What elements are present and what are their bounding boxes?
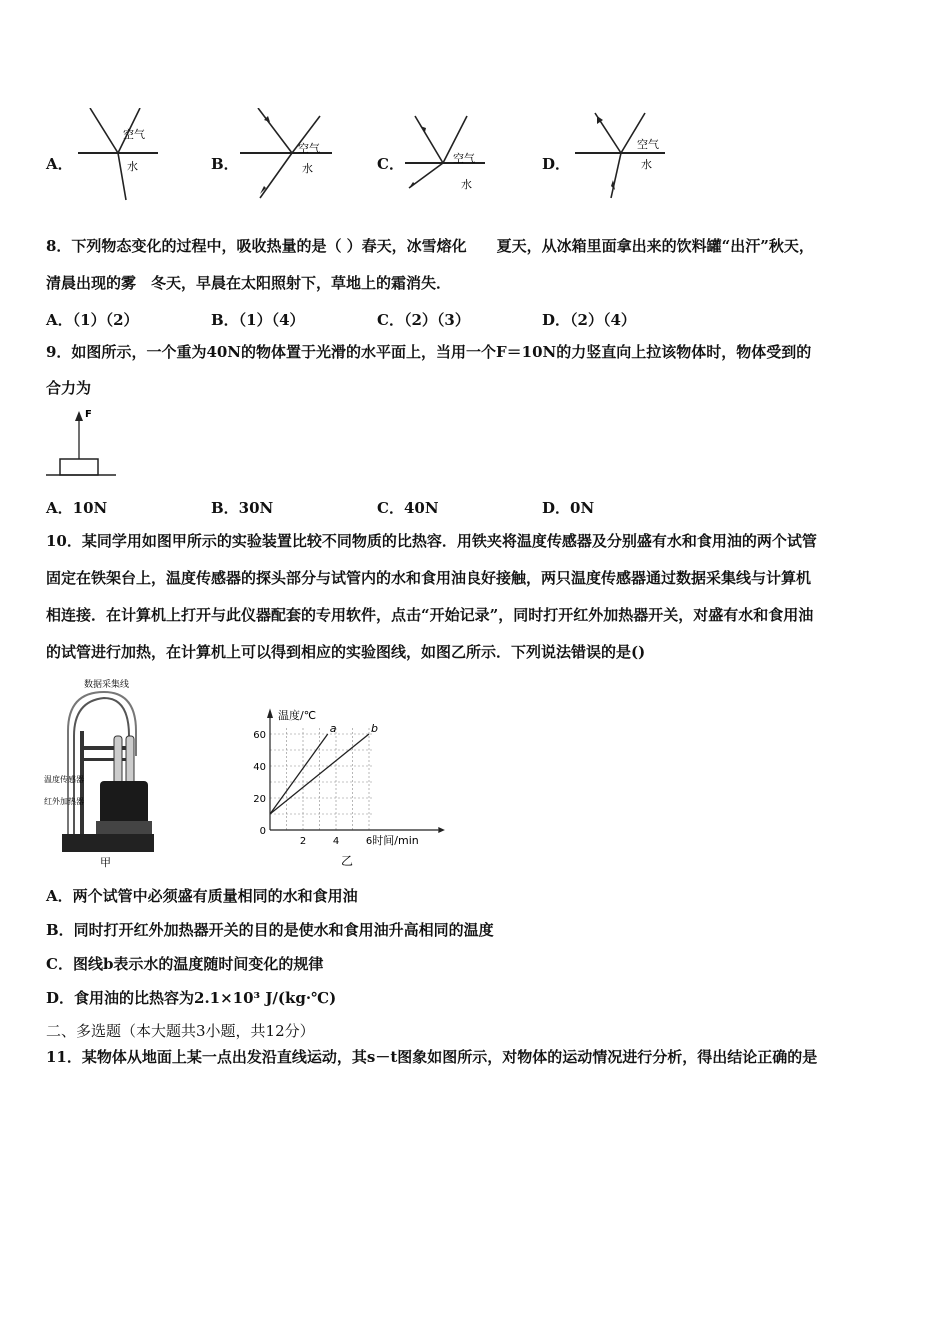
q8-text-line-2: 清晨出现的雾 冬天，早晨在太阳照射下，草地上的霜消失． (46, 274, 452, 292)
y-tick-label: 20 (253, 794, 266, 805)
q10-option-d: D．食用油的比热容为2.1×10³ J/(kg·℃) (46, 989, 337, 1007)
stand-base (62, 834, 154, 852)
q10-option-a: A．两个试管中必须盛有质量相同的水和食用油 (46, 887, 358, 905)
incident-ray (258, 108, 292, 153)
water-label: 水 (461, 178, 472, 191)
refracted-ray (611, 153, 621, 198)
series-label-a: a (329, 722, 337, 735)
caption-b: 乙 (340, 854, 353, 868)
q7-option-c-letter: C． (377, 155, 404, 173)
refracted-ray (260, 153, 292, 198)
y-axis-arrow-icon (267, 708, 273, 718)
q7-option-b-diagram (240, 108, 340, 203)
y-axis-label: 温度/℃ (278, 708, 317, 722)
q8-option-c: C．（2）（3） (377, 311, 470, 329)
air-label: 空气 (637, 138, 659, 151)
y-tick-label: 40 (253, 762, 266, 773)
air-label: 空气 (453, 152, 475, 165)
q10-text-line-1: 10．某同学用如图甲所示的实验装置比较不同物质的比热容．用铁夹将温度传感器及分别盛有水和食用油的两个试管 (46, 532, 817, 550)
arrow-icon (420, 126, 426, 132)
air-label: 空气 (298, 142, 320, 155)
q9-text-line-2: 合力为 (46, 379, 92, 397)
air-label: 空气 (123, 128, 145, 141)
q10-option-b: B．同时打开红外加热器开关的目的是使水和食用油升高相同的温度 (46, 921, 494, 939)
q10-text-line-4: 的试管进行加热，在计算机上可以得到相应的实验图线，如图乙所示．下列说法错误的是() (46, 643, 646, 661)
q7-option-a-diagram (78, 108, 168, 203)
water-label: 水 (302, 162, 313, 175)
section-2-title: 二、多选题（本大题共3小题，共12分） (46, 1022, 315, 1040)
q9-option-a: A．10N (46, 499, 108, 517)
q10-text-line-3: 相连接．在计算机上打开与此仪器配套的专用软件，点击“开始记录”，同时打开红外加热器开关，对盛有水和食用油 (46, 606, 814, 624)
force-label: F (85, 409, 92, 420)
q8-option-d: D．（2）（4） (542, 311, 636, 329)
q7-option-d-diagram (575, 108, 685, 203)
q7-option-d-letter: D． (542, 155, 571, 173)
incident-ray (90, 108, 118, 153)
q8-option-b: B．（1）（4） (211, 311, 305, 329)
water-label: 水 (127, 160, 138, 173)
x-axis-arrow-icon (438, 827, 445, 833)
y-tick-label: 0 (259, 826, 266, 837)
q9-text-line-1: 9．如图所示，一个重为40N的物体置于光滑的水平面上，当用一个F＝10N的力竖直向上拉该物体时，物体受到的 (46, 343, 812, 361)
q7-option-b-letter: B． (211, 155, 239, 173)
label-sensor: 温度传感器 (44, 775, 84, 784)
series-label-b: b (371, 722, 378, 735)
water-label: 水 (641, 158, 652, 171)
q9-force-diagram (44, 405, 124, 480)
q9-option-c: C．40N (377, 499, 439, 517)
q11-text-line-1: 11．某物体从地面上某一点出发沿直线运动，其s－t图象如图所示，对物体的运动情况进行分析，得出结论正确的是 (46, 1048, 818, 1066)
incident-ray (415, 116, 443, 163)
x-tick-label: 4 (332, 836, 340, 847)
q8-option-a: A．（1）（2） (46, 311, 139, 329)
q10-figure-a-apparatus (44, 676, 164, 871)
arrow-head-icon (75, 411, 83, 421)
q7-option-a-letter: A． (46, 155, 73, 173)
label-data-cable: 数据采集线 (84, 680, 130, 690)
refracted-ray (118, 153, 126, 200)
label-heater: 红外加热器 (44, 797, 84, 806)
q7-option-c-diagram (405, 108, 505, 203)
caption-a: 甲 (100, 856, 111, 869)
block (60, 459, 98, 475)
x-tick-label: 6 (365, 836, 373, 847)
q8-text-line-1: 8．下列物态变化的过程中，吸收热量的是（ ）春天，冰雪熔化 夏天，从冰箱里面拿出来的饮料罐“出汗”秋天， (46, 237, 814, 255)
x-axis-label: 时间/min (372, 834, 419, 847)
y-tick-label: 60 (253, 730, 266, 741)
q10-figure-b-chart (252, 702, 452, 872)
q10-text-line-2: 固定在铁架台上，温度传感器的探头部分与试管内的水和食用油良好接触，两只温度传感器通过数据采集线与计算机 (46, 569, 812, 587)
q9-option-d: D．0N (542, 499, 595, 517)
q9-option-b: B．30N (211, 499, 274, 517)
x-tick-label: 2 (299, 836, 307, 847)
q10-option-c: C．图线b表示水的温度随时间变化的规律 (46, 955, 324, 973)
